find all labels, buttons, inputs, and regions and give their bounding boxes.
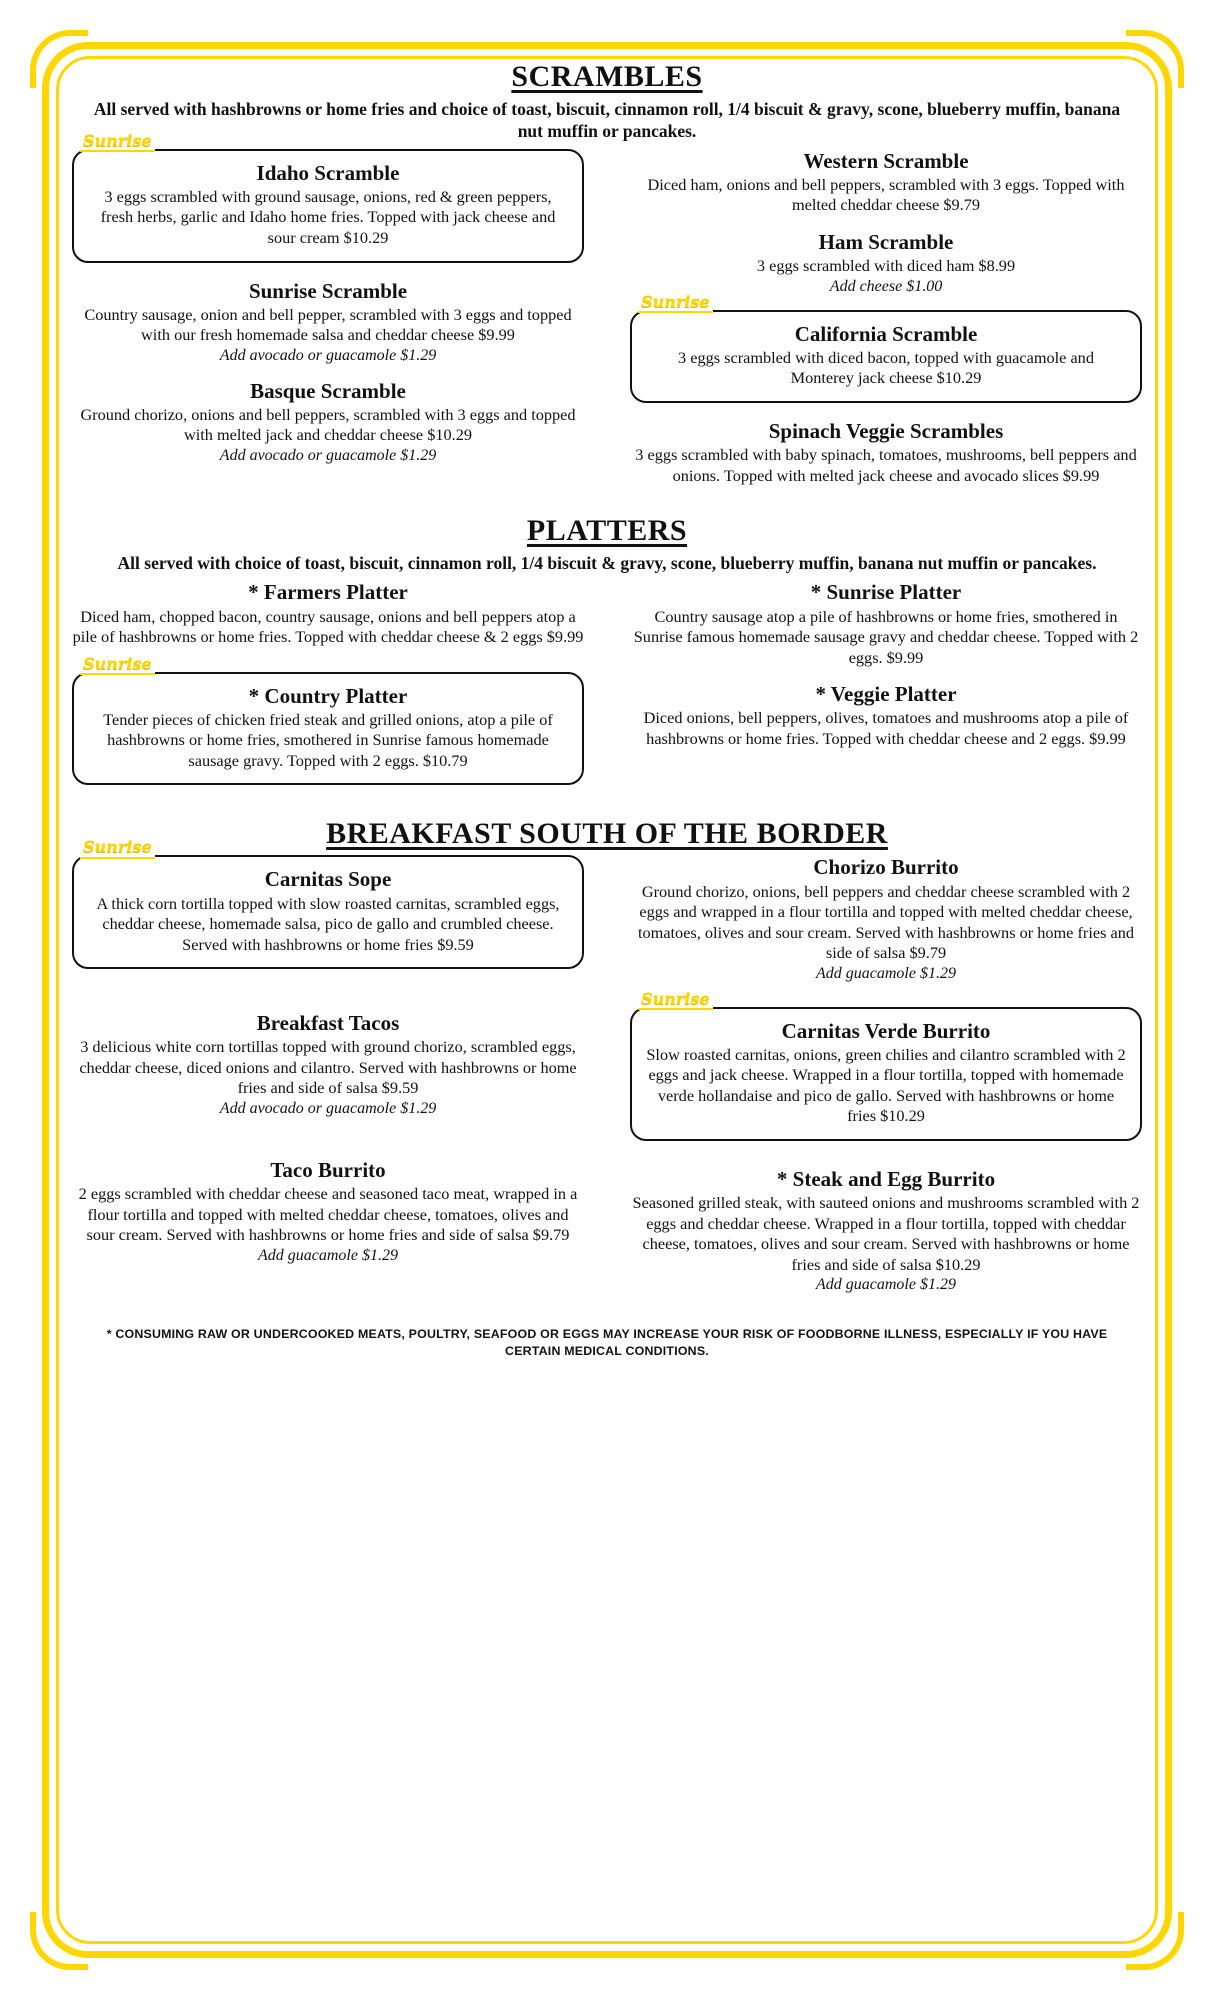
menu-item[interactable] [630, 419, 1142, 486]
menu-item-description: Ground chorizo, onions and bell peppers, scrambled with 3 eggs and topped with melted jack and cheddar cheese $10.29 [80, 404, 576, 445]
menu-item-addon: Add guacamole $1.29 [258, 1246, 398, 1264]
menu-item-addon: Add guacamole $1.29 [816, 964, 956, 982]
menu-item-description: 3 eggs scrambled with diced bacon, topped with guacamole and Monterey jack cheese $10.29 [678, 347, 1094, 388]
column-right [630, 149, 1142, 500]
menu-item-name: Ham Scramble [818, 229, 954, 254]
sunrise-badge: Sunrise [638, 990, 713, 1011]
menu-item-name: Basque Scramble [250, 378, 406, 403]
sunrise-badge: Sunrise [80, 838, 155, 859]
section-columns [72, 580, 1142, 801]
section-scrambles [72, 60, 1142, 500]
menu-item[interactable] [630, 855, 1142, 982]
menu-item-description: Diced ham, chopped bacon, country sausage, onions and bell peppers atop a pile of hashbrowns or home fries. Topped with cheddar cheese & 2 eggs $9.99 [72, 606, 584, 647]
corner-ornament-bottom-right [1126, 1912, 1184, 1970]
menu-item-name: Spinach Veggie Scrambles [768, 418, 1004, 443]
menu-item-description: Diced ham, onions and bell peppers, scrambled with 3 eggs. Topped with melted cheddar cheese $9.79 [647, 174, 1125, 215]
menu-item[interactable] [72, 130, 584, 263]
menu-item-name: Sunrise Scramble [248, 278, 408, 303]
section-title: BREAKFAST SOUTH OF THE BORDER [326, 817, 888, 851]
menu-item-name: Western Scramble [803, 148, 969, 173]
menu-item-description: 3 eggs scrambled with diced ham $8.99 [756, 256, 1016, 276]
menu-item-addon: Add cheese $1.00 [829, 277, 943, 295]
menu-content [50, 40, 1164, 1360]
section-breakfast-south-of-the-border [72, 817, 1142, 1308]
menu-item-name: Carnitas Sope [264, 867, 392, 892]
column-left [72, 580, 584, 801]
sunrise-badge: Sunrise [80, 655, 155, 676]
section-platters [72, 514, 1142, 801]
menu-item-name: * Country Platter [248, 683, 408, 708]
menu-item-description: A thick corn tortilla topped with slow roasted carnitas, scrambled eggs, cheddar cheese, homemade salsa, pico de gallo and crumbled cheese. Served with hashbrowns or home fries $9.59 [96, 893, 560, 954]
menu-item-name: Idaho Scramble [256, 160, 400, 185]
menu-item[interactable] [72, 653, 584, 786]
menu-item-addon: Add avocado or guacamole $1.29 [219, 446, 437, 464]
menu-item-description: Slow roasted carnitas, onions, green chilies and cilantro scrambled with 2 eggs and jack cheese. Wrapped in a flour tortilla, topped with homemade verde hollandaise and pico de gallo. Served with hashbrowns or home fries $10.29 [646, 1044, 1126, 1126]
menu-item[interactable] [72, 1158, 584, 1265]
menu-item-description: Tender pieces of chicken fried steak and grilled onions, atop a pile of hashbrowns or home fries, smothered in Sunrise famous homemade sausage gravy. Topped with 2 eggs. $10.79 [103, 709, 553, 770]
menu-item-name: * Farmers Platter [248, 580, 408, 605]
menu-item-description: Ground chorizo, onions, bell peppers and cheddar cheese scrambled with 2 eggs and wrapped in a flour tortilla and topped with melted cheddar cheese, tomatoes, olives and sour cream. Served with hashbrowns or home fries and side of salsa $9.79 [637, 881, 1134, 963]
menu-item-name: * Veggie Platter [815, 682, 957, 707]
menu-item-name: * Steak and Egg Burrito [776, 1166, 996, 1191]
menu-item-addon: Add avocado or guacamole $1.29 [219, 346, 437, 364]
menu-item-description: Country sausage, onion and bell pepper, scrambled with 3 eggs and topped with our fresh homemade salsa and cheddar cheese $9.99 [84, 304, 572, 345]
menu-item-name: * Sunrise Platter [810, 580, 962, 605]
spacer [72, 1132, 584, 1158]
menu-item-description: 2 eggs scrambled with cheddar cheese and seasoned taco meat, wrapped in a flour tortilla and topped with melted cheddar cheese, tomatoes, olives and sour cream. Served with hashbrowns or home fries and side of salsa $9.79 [78, 1184, 578, 1245]
menu-item[interactable] [630, 291, 1142, 403]
section-title: SCRAMBLES [511, 60, 703, 93]
footer-disclaimer: * CONSUMING RAW OR UNDERCOOKED MEATS, POULTRY, SEAFOOD OR EGGS MAY INCREASE YOUR RISK OF FOODBORNE ILLNESS, ESPECIALLY IF YOU HAVE CERTAIN MEDICAL CONDITIONS. [106, 1327, 1108, 1358]
column-right [630, 580, 1142, 801]
section-columns [72, 837, 1142, 1308]
spacer [630, 1157, 1142, 1167]
menu-item[interactable] [72, 279, 584, 365]
menu-item[interactable] [630, 682, 1142, 749]
sunrise-badge: Sunrise [80, 132, 155, 153]
menu-item[interactable] [630, 230, 1142, 296]
menu-item[interactable] [72, 379, 584, 465]
menu-item[interactable] [630, 149, 1142, 216]
section-title: PLATTERS [526, 514, 688, 548]
menu-item[interactable] [630, 988, 1142, 1141]
column-left [72, 837, 584, 1308]
section-subtitle: All served with choice of toast, biscuit, cinnamon roll, 1/4 biscuit & gravy, scone, blueberry muffin, banana nut muffin or pancakes. [117, 553, 1097, 574]
menu-item-name: Breakfast Tacos [256, 1011, 400, 1036]
menu-item-name: Taco Burrito [270, 1157, 386, 1182]
spacer [72, 985, 584, 1011]
menu-item[interactable] [630, 580, 1142, 668]
menu-item-description: 3 eggs scrambled with ground sausage, onions, red & green peppers, fresh herbs, garlic and Idaho home fries. Topped with jack cheese and sour cream $10.29 [100, 186, 556, 247]
menu-item-description: Seasoned grilled steak, with sauteed onions and mushrooms scrambled with 2 eggs and cheddar cheese. Wrapped in a flour tortilla, topped with cheddar cheese, tomatoes, olives and sour cream. Served with hashbrowns or home fries and side of salsa $10.29 [632, 1193, 1140, 1274]
menu-item-description: 3 delicious white corn tortillas topped with ground chorizo, scrambled eggs, cheddar cheese, diced onions and cilantro. Served with hashbrowns or home fries and side of salsa $9.59 [79, 1037, 577, 1098]
menu-item-addon: Add avocado or guacamole $1.29 [219, 1099, 437, 1117]
menu-item-name: Chorizo Burrito [813, 855, 959, 880]
menu-item[interactable] [72, 1011, 584, 1118]
menu-item-name: California Scramble [794, 321, 978, 346]
menu-item-description: Country sausage atop a pile of hashbrowns or home fries, smothered in Sunrise famous homemade sausage gravy and cheddar cheese. Topped with 2 eggs. $9.99 [633, 606, 1139, 667]
menu-item-addon: Add guacamole $1.29 [816, 1276, 956, 1294]
section-columns [72, 130, 1142, 500]
corner-ornament-bottom-left [30, 1912, 88, 1970]
section-subtitle: All served with hashbrowns or home fries and choice of toast, biscuit, cinnamon roll, 1/4 biscuit & gravy, scone, blueberry muffin, banana nut muffin or pancakes. [93, 99, 1121, 142]
menu-item-description: Diced onions, bell peppers, olives, tomatoes and mushrooms atop a pile of hashbrowns or home fries. Topped with cheddar cheese and 2 eggs. $9.99 [643, 708, 1129, 748]
column-left [72, 130, 584, 500]
column-right [630, 855, 1142, 1308]
sunrise-badge: Sunrise [638, 293, 713, 314]
menu-item[interactable] [72, 580, 584, 647]
menu-item-name: Carnitas Verde Burrito [781, 1018, 991, 1043]
menu-item[interactable] [72, 837, 584, 969]
menu-item[interactable] [630, 1167, 1142, 1294]
menu-item-description: 3 eggs scrambled with baby spinach, tomatoes, mushrooms, bell peppers and onions. Topped with melted jack cheese and avocado slices $9.99 [635, 445, 1137, 485]
